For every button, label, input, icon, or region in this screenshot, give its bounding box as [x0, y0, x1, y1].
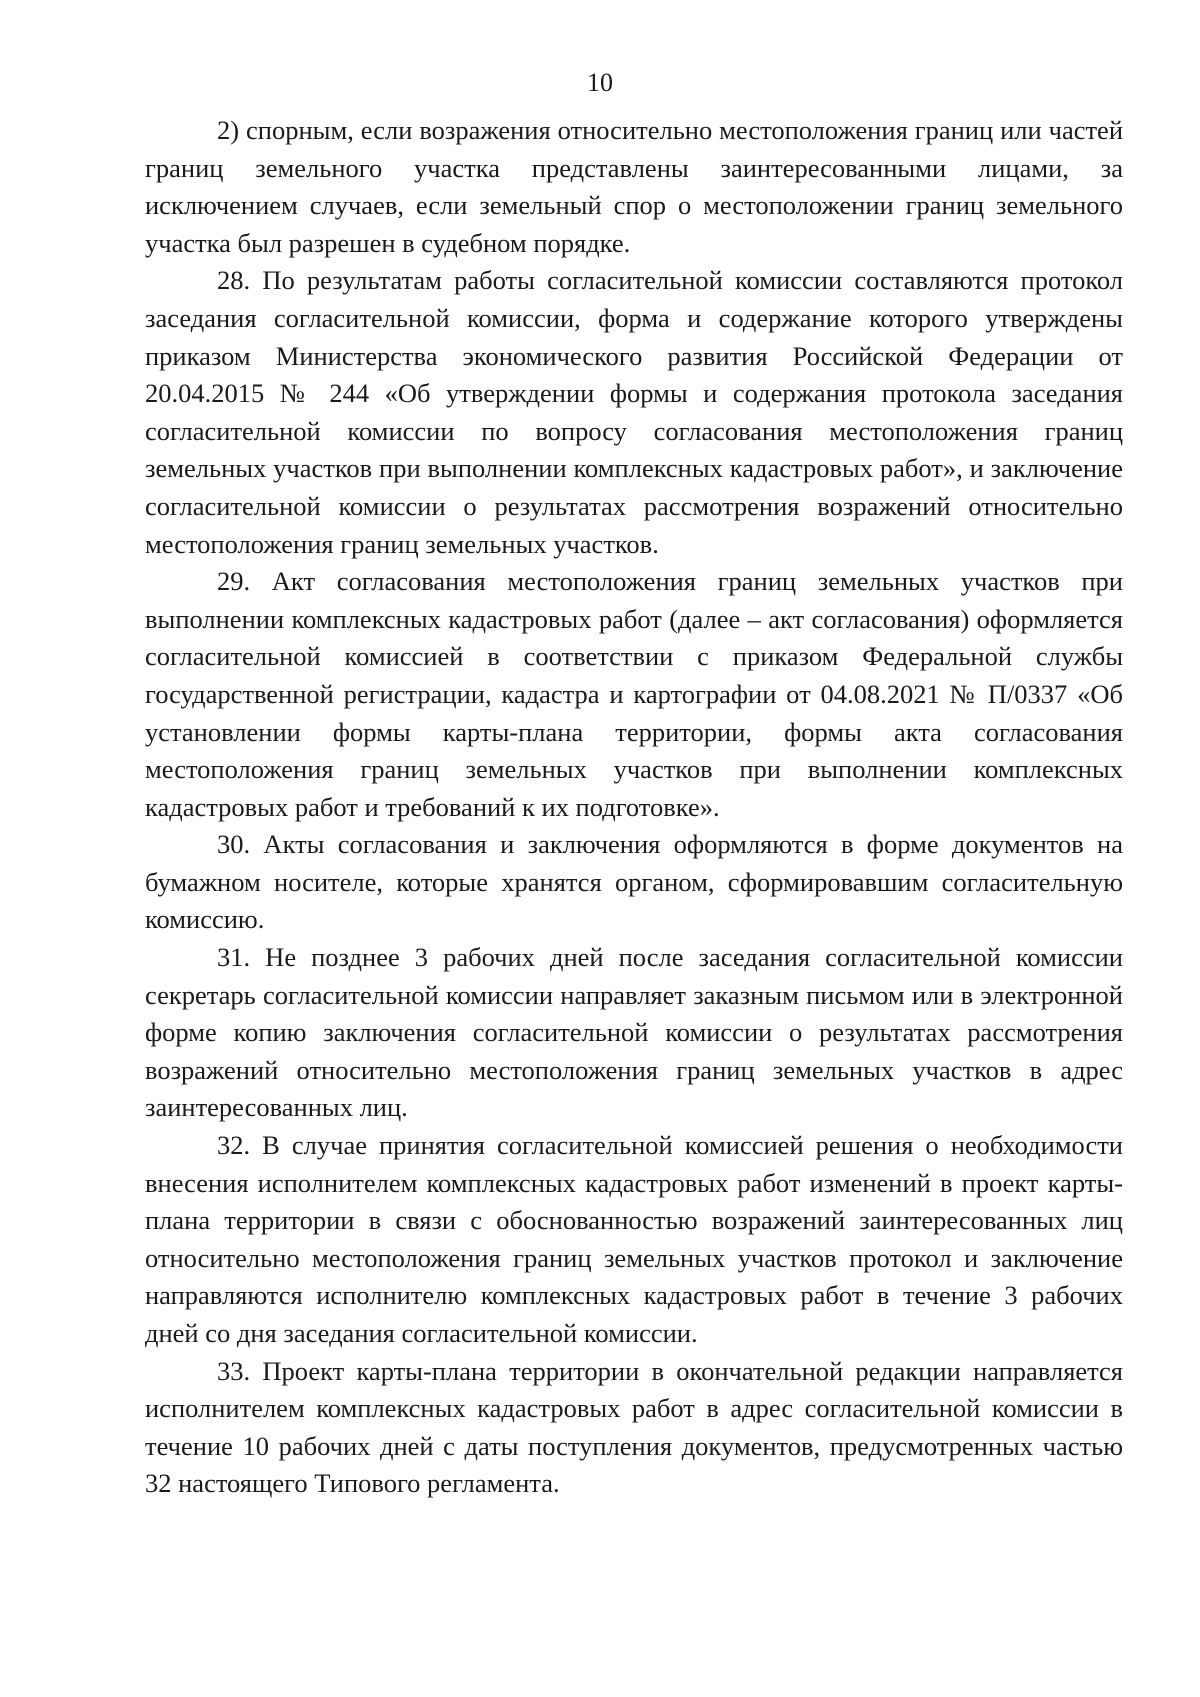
paragraph-29: 29. Акт согласования местоположения границ земельных участков при выполнении комплексных кадастровых работ (далее – акт согласования) оформляется согласительной комиссией в соответствии с приказом Федеральной службы государственной регистрации, кадастра и картографии от 04.08.2021 № П/0337 «Об установлении формы карты-плана территории, формы акта согласования местоположения границ земельных участков при выполнении комплексных кадастровых работ и требований к их подготовке».: [145, 566, 1123, 822]
page-number: 10: [587, 68, 613, 97]
paragraph-32: 32. В случае принятия согласительной комиссией решения о необходимости внесения исполнителем комплексных кадастровых работ изменений в проект карты-плана территории в связи с обоснованностью возражений заинтересованных лиц относительно местоположения границ земельных участков протокол и заключение направляются исполнителю комплексных кадастровых работ в течение 3 рабочих дней со дня заседания согласительной комиссии.: [145, 1130, 1123, 1348]
paragraph-item-2-disputed: 2) спорным, если возражения относительно местоположения границ или частей границ земельного участка представлены заинтересованными лицами, за исключением случаев, если земельный спор о местоположении границ земельного участка был разрешен в судебном порядке.: [145, 115, 1123, 258]
paragraph-31: 31. Не позднее 3 рабочих дней после заседания согласительной комиссии секретарь согласительной комиссии направляет заказным письмом или в электронной форме копию заключения согласительной комиссии о результатах рассмотрения возражений относительно местоположения границ земельных участков в адрес заинтересованных лиц.: [145, 942, 1123, 1123]
document-body: [145, 112, 1123, 1503]
paragraph-30: 30. Акты согласования и заключения оформляются в форме документов на бумажном носителе, которые хранятся органом, сформировавшим согласительную комиссию.: [145, 829, 1123, 935]
paragraph-33: 33. Проект карты-плана территории в окончательной редакции направляется исполнителем комплексных кадастровых работ в адрес согласительной комиссии в течение 10 рабочих дней с даты поступления документов, предусмотренных частью 32 настоящего Типового регламента.: [145, 1355, 1123, 1499]
paragraph-28: 28. По результатам работы согласительной комиссии составляются протокол заседания согласительной комиссии, форма и содержание которого утверждены приказом Министерства экономического развития Российской Федерации от 20.04.2015 № 244 «Об утверждении формы и содержания протокола заседания согласительной комиссии по вопросу согласования местоположения границ земельных участков при выполнении комплексных кадастровых работ», и заключение согласительной комиссии о результатах рассмотрения возражений относительно местоположения границ земельных участков.: [145, 265, 1123, 559]
